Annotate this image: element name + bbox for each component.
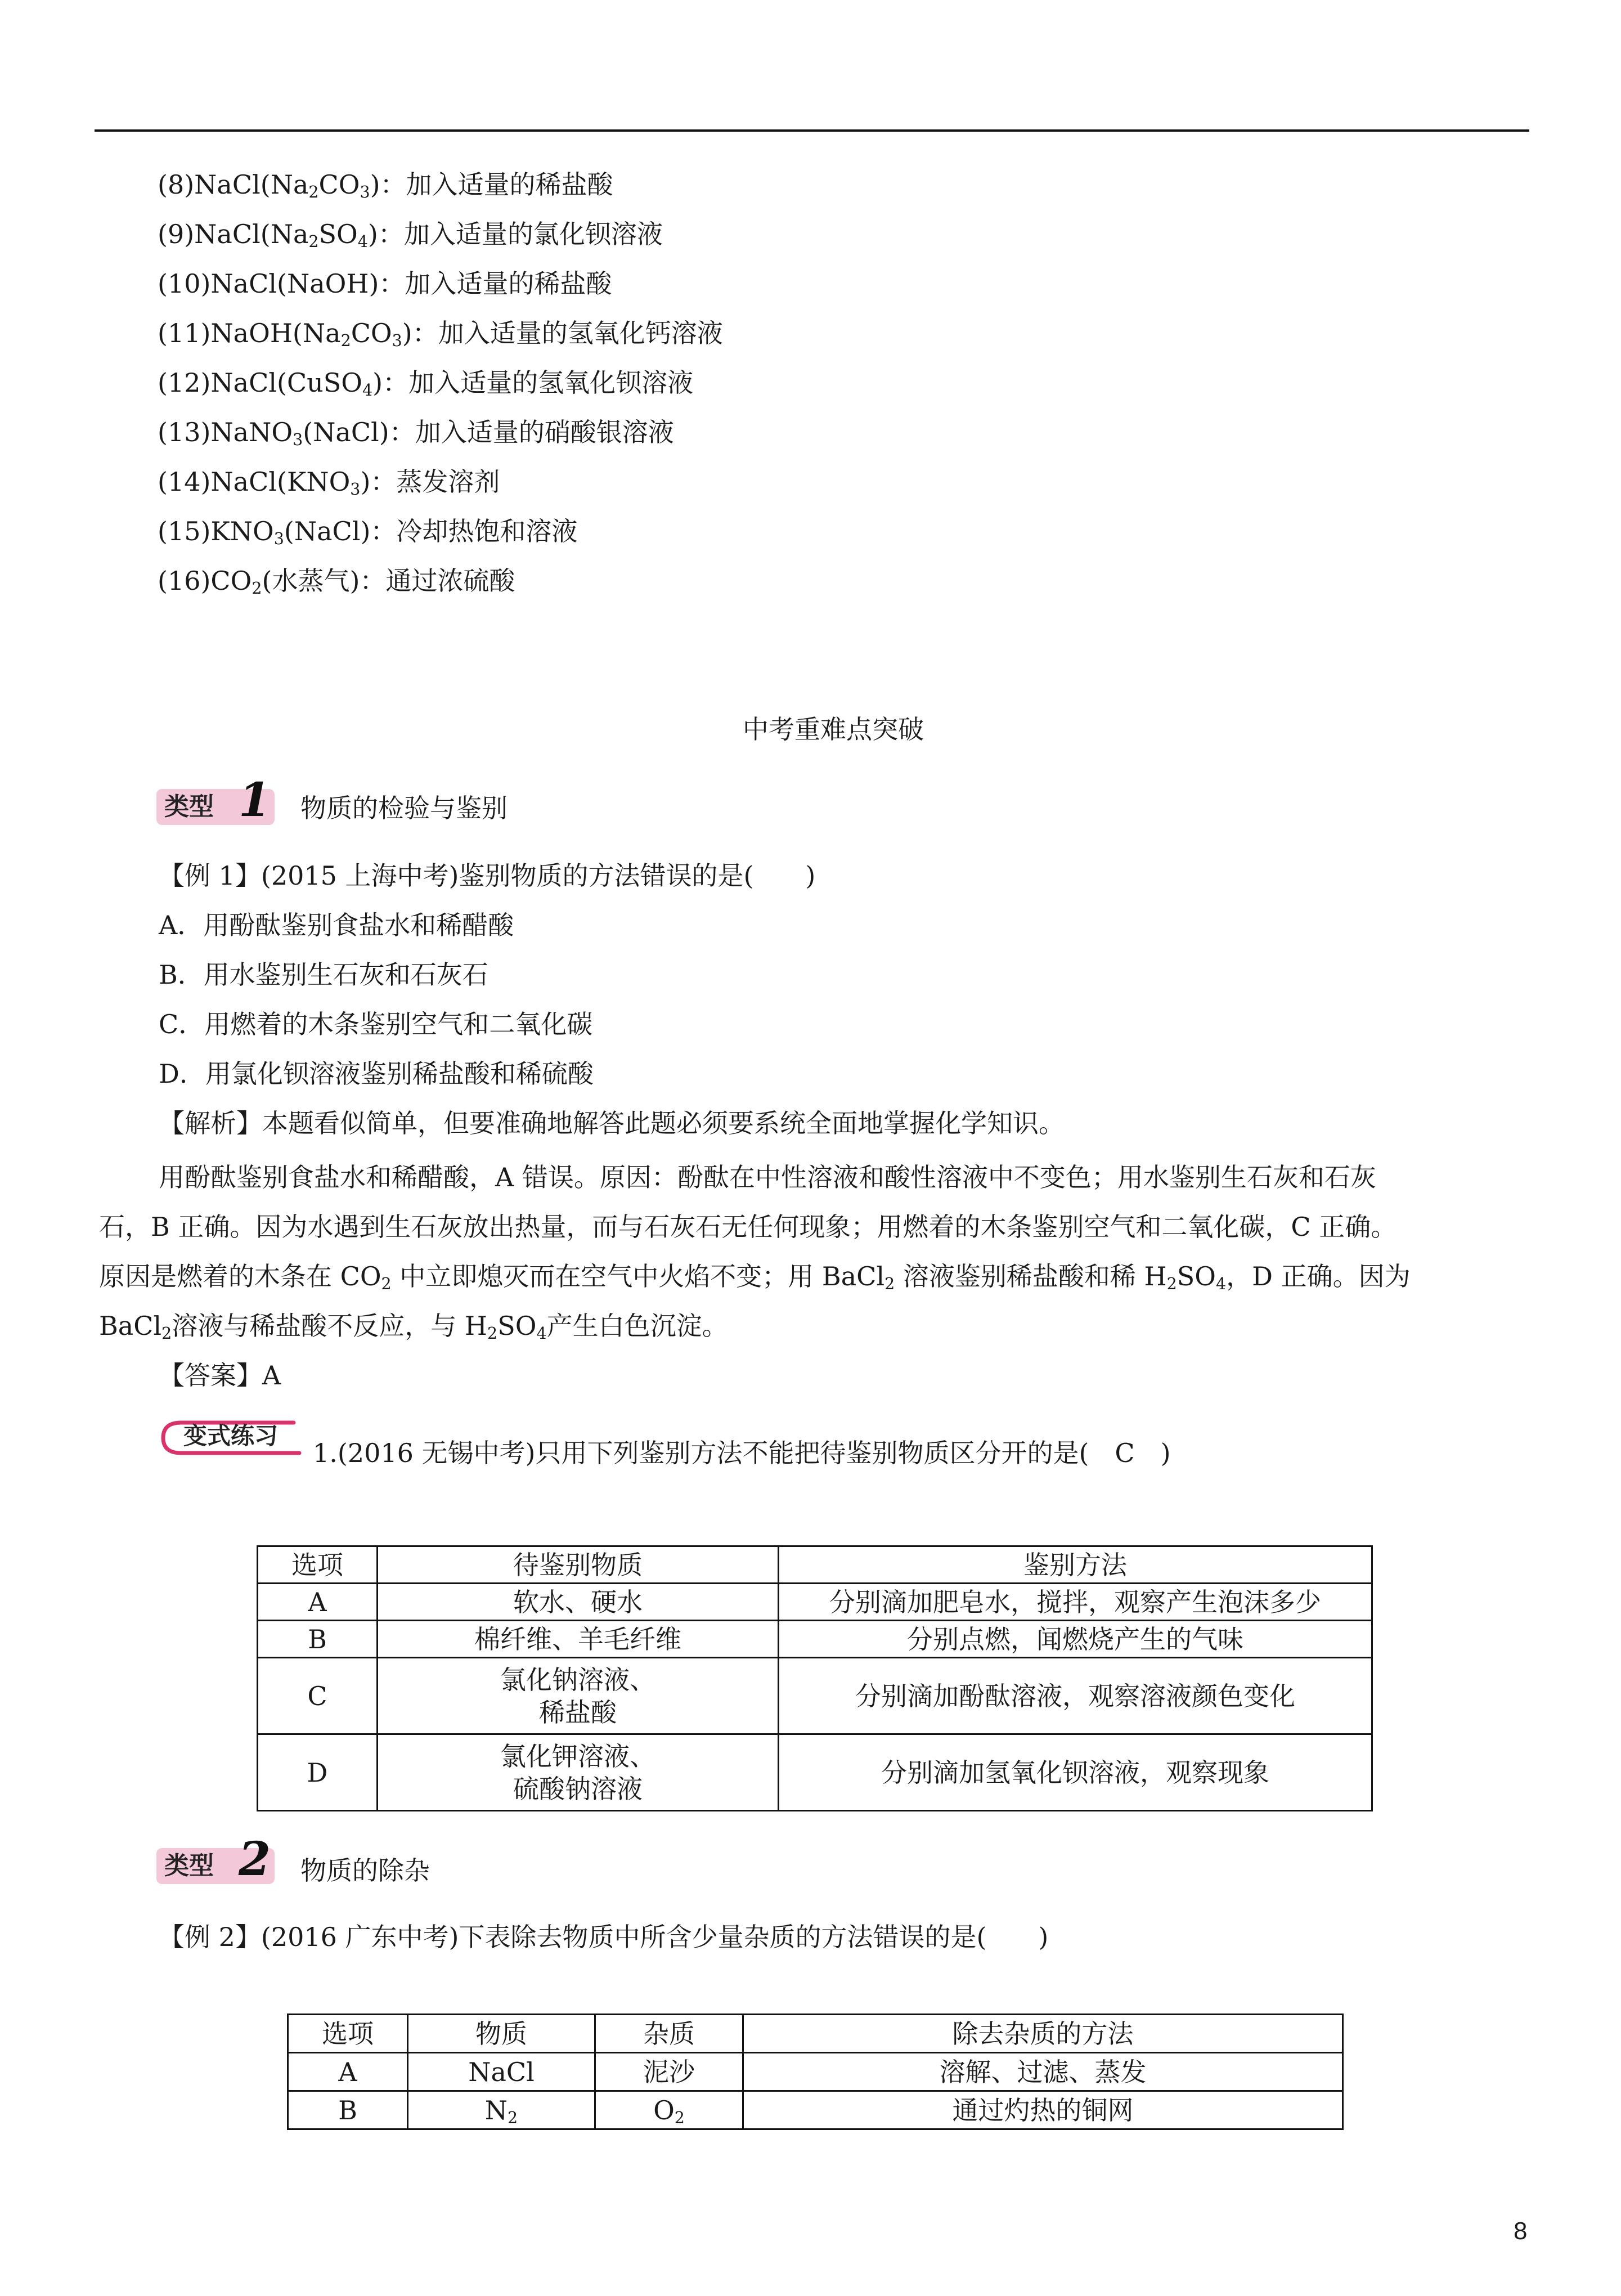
table-cell: 通过灼热的铜网 — [743, 2091, 1343, 2129]
table-header: 选项 — [258, 1546, 378, 1584]
table-cell: NaCl — [408, 2053, 595, 2091]
list-item: $(15)KNO_3(NaCl)$：冷却热饱和溶液 — [158, 516, 578, 549]
table-header-row — [258, 1546, 1372, 1584]
table-header: 选项 — [288, 2015, 408, 2053]
table-cell: 泥沙 — [595, 2053, 743, 2091]
table-row — [258, 1734, 1372, 1811]
list-item: $(9)NaCl(Na_2SO_4)$：加入适量的氯化钡溶液 — [158, 219, 663, 252]
table-header: 待鉴别物质 — [378, 1546, 779, 1584]
list-item: (10)NaCl(NaOH)：加入适量的稀盐酸 — [158, 268, 612, 299]
page-number: 8 — [1514, 2217, 1528, 2245]
table-cell: $N_2$ — [408, 2091, 595, 2129]
table-header: 杂质 — [595, 2015, 743, 2053]
list-item: $(14)NaCl(KNO_3)$：蒸发溶剂 — [158, 467, 500, 499]
table-cell: C — [258, 1658, 378, 1734]
analysis-line: 原因是燃着的木条在 $CO_2$ 中立即熄灭而在空气中火焰不变；用 BaCl$_2$ 溶液鉴别稀盐酸和稀 $H_2SO_4$，D 正确。因为 — [99, 1261, 1411, 1294]
example-stem: 【例 2】(2016 广东中考)下表除去物质中所含少量杂质的方法错误的是( ) — [159, 1922, 1049, 1952]
table-cell: 氯化钾溶液、 硫酸钠溶液 — [378, 1734, 779, 1811]
table-cell: $O_2$ — [595, 2091, 743, 2129]
table-header: 鉴别方法 — [779, 1546, 1372, 1584]
option-d: D．用氯化钡溶液鉴别稀盐酸和稀硫酸 — [159, 1059, 594, 1089]
list-item: (13)NaNO$_3$(NaCl)：加入适量的硝酸银溶液 — [158, 417, 674, 450]
option-b: B．用水鉴别生石灰和石灰石 — [159, 959, 488, 990]
option-a: A．用酚酞鉴别食盐水和稀醋酸 — [159, 910, 514, 940]
table-cell: 氯化钠溶液、 稀盐酸 — [378, 1658, 779, 1734]
table-cell: 棉纤维、羊毛纤维 — [378, 1621, 779, 1658]
table-row — [258, 1658, 1372, 1734]
purification-table — [287, 2014, 1344, 2130]
table-cell: 分别点燃，闻燃烧产生的气味 — [779, 1621, 1372, 1658]
table-cell: D — [258, 1734, 378, 1811]
table-header-row — [288, 2015, 1343, 2053]
table-row — [258, 1584, 1372, 1621]
analysis-line: 用酚酞鉴别食盐水和稀醋酸，A 错误。原因：酚酞在中性溶液和酸性溶液中不变色；用水鉴别生石灰和石灰 — [159, 1162, 1376, 1192]
table-cell: 溶解、过滤、蒸发 — [743, 2053, 1343, 2091]
section-title: 中考重难点突破 — [743, 714, 924, 745]
header-rule — [95, 129, 1529, 132]
table-row — [258, 1621, 1372, 1658]
type-badge-label: 类型 — [164, 792, 214, 821]
analysis-heading: 【解析】本题看似简单，但要准确地解答此题必须要系统全面地掌握化学知识。 — [159, 1108, 1065, 1138]
type-badge-number: 1 — [239, 773, 271, 827]
table-cell: 分别滴加肥皂水，搅拌，观察产生泡沫多少 — [779, 1584, 1372, 1621]
analysis-line: 石，B 正确。因为水遇到生石灰放出热量，而与石灰石无任何现象；用燃着的木条鉴别空气和二氧化碳，C 正确。 — [99, 1212, 1397, 1242]
table-cell: 分别滴加氢氧化钡溶液，观察现象 — [779, 1734, 1372, 1811]
table-cell: A — [288, 2053, 408, 2091]
identification-table — [257, 1545, 1373, 1811]
table-cell: B — [258, 1621, 378, 1658]
table-header: 除去杂质的方法 — [743, 2015, 1343, 2053]
table-cell: A — [258, 1584, 378, 1621]
table-header: 物质 — [408, 2015, 595, 2053]
type-badge-number: 2 — [239, 1832, 271, 1886]
table-cell: B — [288, 2091, 408, 2129]
practice-label: 变式练习 — [183, 1422, 279, 1450]
list-item: $(8)NaCl(Na_2CO_3)$：加入适量的稀盐酸 — [158, 169, 613, 202]
practice-question: 1.(2016 无锡中考)只用下列鉴别方法不能把待鉴别物质区分开的是( C ) — [313, 1438, 1171, 1468]
table-cell: 分别滴加酚酞溶液，观察溶液颜色变化 — [779, 1658, 1372, 1734]
list-item: $(16)CO_2$(水蒸气)：通过浓硫酸 — [158, 566, 515, 598]
type-title: 物质的检验与鉴别 — [300, 793, 508, 823]
list-item: $(11)NaOH(Na_2CO_3)$：加入适量的氢氧化钙溶液 — [158, 318, 723, 351]
option-c: C．用燃着的木条鉴别空气和二氧化碳 — [159, 1009, 593, 1039]
analysis-line: BaCl$_2$溶液与稀盐酸不反应，与 $H_2SO_4$产生白色沉淀。 — [99, 1311, 728, 1343]
type-title: 物质的除杂 — [300, 1855, 430, 1886]
table-cell: 软水、硬水 — [378, 1584, 779, 1621]
example-stem: 【例 1】(2015 上海中考)鉴别物质的方法错误的是( ) — [159, 860, 816, 891]
answer: 【答案】A — [159, 1360, 281, 1391]
table-row — [288, 2053, 1343, 2091]
table-row — [288, 2091, 1343, 2129]
type-badge-label: 类型 — [164, 1851, 214, 1880]
list-item: (12)NaCl(CuSO$_4$)：加入适量的氢氧化钡溶液 — [158, 367, 694, 400]
